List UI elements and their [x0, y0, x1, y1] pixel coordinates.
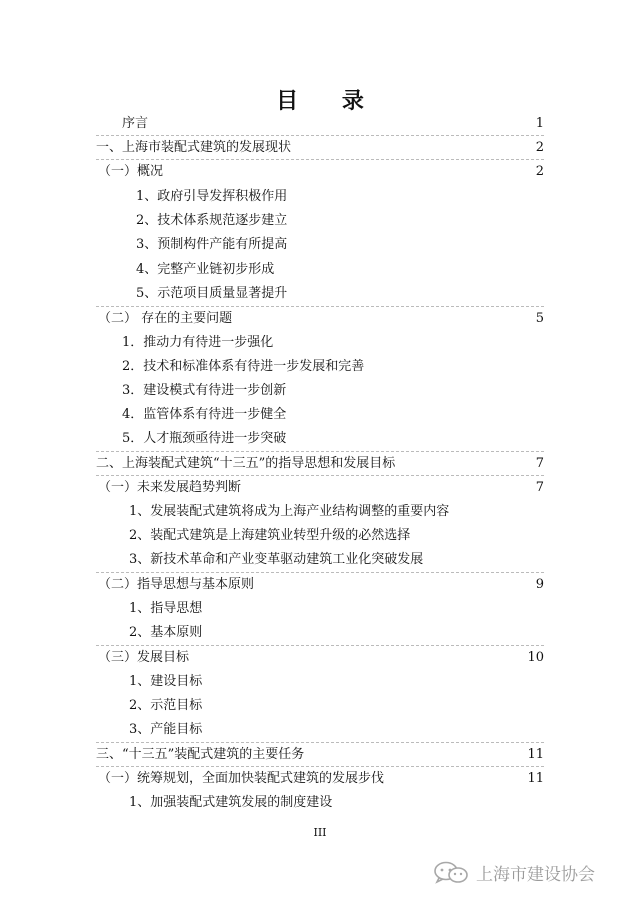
toc-entry	[0, 525, 640, 547]
toc-entry	[0, 671, 640, 693]
divider	[96, 159, 544, 160]
toc-entry	[0, 768, 640, 790]
toc-entry	[0, 332, 640, 354]
divider	[96, 306, 544, 307]
toc-entry-page: 11	[527, 771, 544, 786]
toc-entry	[0, 792, 640, 814]
toc-entry-page: 1	[535, 116, 544, 131]
toc-entry-page: 11	[527, 747, 544, 762]
toc-title: 目 录	[276, 89, 382, 114]
toc-entry	[0, 622, 640, 644]
divider	[96, 451, 544, 452]
watermark	[432, 858, 595, 886]
toc-entry-text: 二、上海装配式建筑“十三五”的指导思想和发展目标	[96, 456, 396, 471]
wechat-icon	[432, 860, 470, 884]
toc-entry	[0, 744, 640, 766]
toc-entry	[0, 549, 640, 571]
toc-entry-page: 2	[535, 140, 544, 155]
toc-entry-page: 7	[535, 480, 544, 495]
toc-entry-text: 2、示范目标	[129, 698, 203, 713]
toc-entry-text: 2、技术体系规范逐步建立	[136, 213, 288, 228]
toc-entry	[0, 477, 640, 499]
toc-entry-text: 5、示范项目质量显著提升	[136, 286, 288, 301]
toc-entry-text: （二） 存在的主要问题	[98, 311, 233, 326]
toc-entry	[0, 501, 640, 523]
page-number: III	[313, 826, 327, 839]
toc-entry-text: 3、产能目标	[129, 722, 203, 737]
toc-entry	[0, 695, 640, 717]
divider	[96, 572, 544, 573]
toc-entry-text: 2．技术和标准体系有待进一步发展和完善	[122, 359, 365, 374]
toc-entry-text: （二）指导思想与基本原则	[98, 577, 255, 592]
toc-entry-page: 10	[527, 650, 544, 665]
toc-entry-text: （一）统筹规划，全面加快装配式建筑的发展步伐	[98, 771, 385, 786]
toc-entry-text: 三、“十三五”装配式建筑的主要任务	[96, 747, 305, 762]
toc-entry	[0, 210, 640, 232]
toc-entry-text: （三）发展目标	[98, 650, 190, 665]
divider	[96, 742, 544, 743]
toc-entry	[0, 719, 640, 741]
toc-entry-text: （一）概况	[98, 164, 164, 179]
toc-entry-text: 3、预制构件产能有所提高	[136, 237, 288, 252]
toc-entry	[0, 404, 640, 426]
toc-entry	[0, 453, 640, 475]
toc-entry-page: 9	[535, 577, 544, 592]
toc-entry-text: 3、新技术革命和产业变革驱动建筑工业化突破发展	[129, 552, 424, 567]
toc-entry-text: （一）未来发展趋势判断	[98, 480, 242, 495]
toc-entry-text: 2、装配式建筑是上海建筑业转型升级的必然选择	[129, 528, 411, 543]
toc-entry-page: 7	[535, 456, 544, 471]
toc-entry-text: 1、发展装配式建筑将成为上海产业结构调整的重要内容	[129, 504, 450, 519]
toc-entry	[0, 356, 640, 378]
toc-entry-text: 5．人才瓶颈亟待进一步突破	[122, 431, 287, 446]
toc-entry-text: 2、基本原则	[129, 625, 203, 640]
toc-entry-text: 1、建设目标	[129, 674, 203, 689]
toc-entry	[0, 647, 640, 669]
toc-entry	[0, 161, 640, 183]
divider	[96, 645, 544, 646]
toc-entry	[0, 283, 640, 305]
divider	[96, 766, 544, 767]
toc-entry	[0, 259, 640, 281]
toc-entry	[0, 598, 640, 620]
watermark-text: 上海市建设协会	[476, 864, 595, 885]
toc-entry-text: 序言	[122, 116, 149, 131]
toc-entry-text: 一、上海市装配式建筑的发展现状	[96, 140, 292, 155]
toc-entry-text: 4、完整产业链初步形成	[136, 262, 275, 277]
toc-entry	[0, 428, 640, 450]
toc-entry-page: 5	[535, 311, 544, 326]
toc-entry	[0, 137, 640, 159]
toc-entry	[0, 380, 640, 402]
toc-entry-text: 3．建设模式有待进一步创新	[122, 383, 287, 398]
toc-entry-page: 2	[535, 164, 544, 179]
toc-entry	[0, 186, 640, 208]
divider	[96, 475, 544, 476]
toc-entry	[0, 113, 640, 135]
toc-entry	[0, 308, 640, 330]
toc-entry	[0, 574, 640, 596]
toc-entry-text: 4．监管体系有待进一步健全	[122, 407, 287, 422]
toc-entry-text: 1、指导思想	[129, 601, 203, 616]
divider	[96, 135, 544, 136]
toc-entry-text: 1．推动力有待进一步强化	[122, 335, 274, 350]
toc-entry	[0, 234, 640, 256]
toc-entry-text: 1、政府引导发挥积极作用	[136, 189, 288, 204]
toc-entry-text: 1、加强装配式建筑发展的制度建设	[129, 795, 333, 810]
